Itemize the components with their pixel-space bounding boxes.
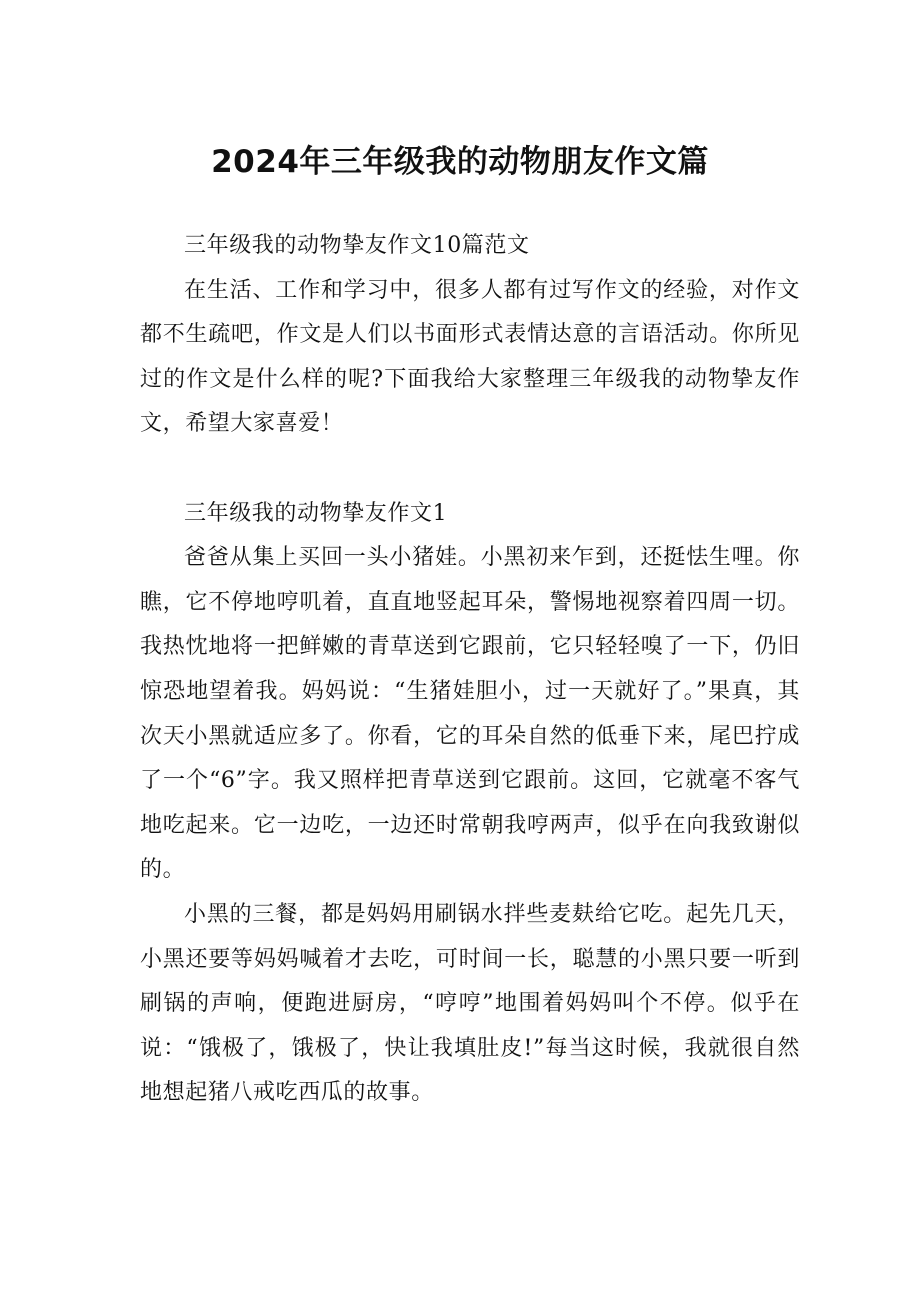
paragraph-intro: 在生活、工作和学习中，很多人都有过写作文的经验，对作文都不生疏吧，作文是人们以书面形式表情达意的言语活动。你所见过的作文是什么样的呢?下面我给大家整理三年级我的动物挚友作文，希望大家喜爱！ xyxy=(140,277,800,437)
document-body xyxy=(140,224,800,1116)
paragraph-spacer xyxy=(140,447,800,492)
paragraph-essay-1-a: 爸爸从集上买回一头小猪娃。小黑初来乍到，还挺怯生哩。你瞧，它不停地哼叽着，直直地竖起耳朵，警惕地视察着四周一切。我热忱地将一把鲜嫩的青草送到它跟前，它只轻轻嗅了一下，仍旧惊恐地望着我。妈妈说：“生猪娃胆小，过一天就好了。”果真，其次天小黑就适应多了。你看，它的耳朵自然的低垂下来，尾巴拧成了一个“6”字。我又照样把青草送到它跟前。这回，它就毫不客气地吃起来。它一边吃，一边还时常朝我哼两声，似乎在向我致谢似的。 xyxy=(140,545,800,883)
paragraph-essay-1-b: 小黑的三餐，都是妈妈用刷锅水拌些麦麸给它吃。起先几天，小黑还要等妈妈喊着才去吃，可时间一长，聪慧的小黑只要一听到刷锅的声响，便跑进厨房，“哼哼”地围着妈妈叫个不停。似乎在说：“饿极了，饿极了，快让我填肚皮!”每当这时候，我就很自然地想起猪八戒吃西瓜的故事。 xyxy=(140,901,800,1106)
document-title: 2024年三年级我的动物朋友作文篇 xyxy=(211,144,709,180)
essay-heading-1: 三年级我的动物挚友作文1 xyxy=(184,500,448,526)
paragraph-subtitle: 三年级我的动物挚友作文10篇范文 xyxy=(184,233,530,258)
